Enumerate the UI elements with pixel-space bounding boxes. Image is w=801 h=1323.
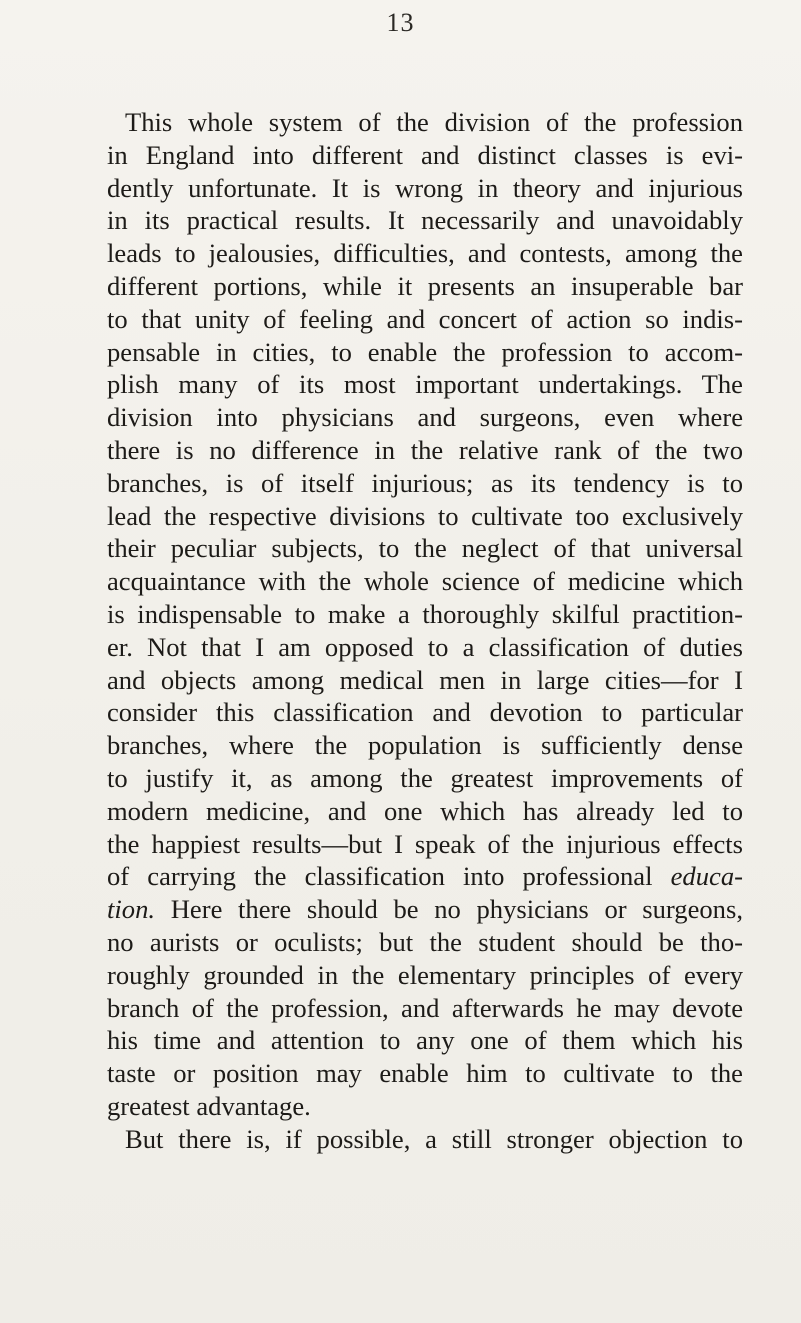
italic-word: tion. — [107, 894, 156, 925]
text-line: in its practical results. It necessarily and unavoidably — [107, 205, 743, 236]
text-line: branch of the profession, and afterwards he may devote — [107, 992, 743, 1023]
text-line: greatest advantage. — [107, 1090, 311, 1121]
page-number: 13 — [386, 8, 415, 37]
text-line: acquaintance with the whole science of medicine which — [107, 566, 743, 597]
text-line: modern medicine, and one which has already led to — [107, 795, 743, 826]
text-line: consider this classification and devotion to particular — [107, 697, 743, 728]
text-line: This whole system of the division of the profession — [125, 107, 743, 137]
text-line: pensable in cities, to enable the profession to accom- — [107, 336, 743, 367]
text-line: there is no difference in the relative rank of the two — [107, 434, 743, 465]
text-line: lead the respective divisions to cultivate too exclusively — [107, 500, 743, 531]
text-line: er. Not that I am opposed to a classification of duties — [107, 631, 743, 662]
text-line-mixed — [107, 893, 743, 926]
text-line: branches, where the population is sufficiently dense — [107, 730, 743, 761]
text-line: is indispensable to make a thoroughly skilful practition- — [107, 598, 743, 629]
text-line: roughly grounded in the elementary principles of every — [107, 959, 743, 990]
italic-word: educa- — [670, 861, 743, 892]
text-line: plish many of its most important undertakings. The — [107, 369, 743, 400]
text-segment: of carrying the classification into professional — [107, 861, 653, 892]
text-line: different portions, while it presents an insuperable bar — [107, 270, 743, 301]
text-line: his time and attention to any one of them which his — [107, 1025, 743, 1056]
text-line-mixed — [107, 860, 743, 893]
body-text — [107, 106, 743, 1156]
text-line: dently unfortunate. It is wrong in theory and injurious — [107, 172, 743, 203]
text-line: to that unity of feeling and concert of action so indis- — [107, 303, 743, 334]
text-line: and objects among medical men in large cities—for I — [107, 664, 743, 695]
text-line: division into physicians and surgeons, even where — [107, 402, 743, 433]
text-segment: Here there should be no physicians or surgeons, — [170, 894, 743, 925]
text-line: no aurists or oculists; but the student should be tho- — [107, 926, 743, 957]
text-line: taste or position may enable him to cultivate to the — [107, 1058, 743, 1089]
text-line: branches, is of itself injurious; as its tendency is to — [107, 467, 743, 498]
text-line: leads to jealousies, difficulties, and contests, among the — [107, 238, 743, 269]
text-line: in England into different and distinct classes is evi- — [107, 139, 743, 170]
text-line: to justify it, as among the greatest improvements of — [107, 762, 743, 793]
text-line: the happiest results—but I speak of the injurious effects — [107, 828, 743, 859]
text-line: But there is, if possible, a still stronger objection to — [125, 1123, 743, 1154]
text-line: their peculiar subjects, to the neglect of that universal — [107, 533, 743, 564]
